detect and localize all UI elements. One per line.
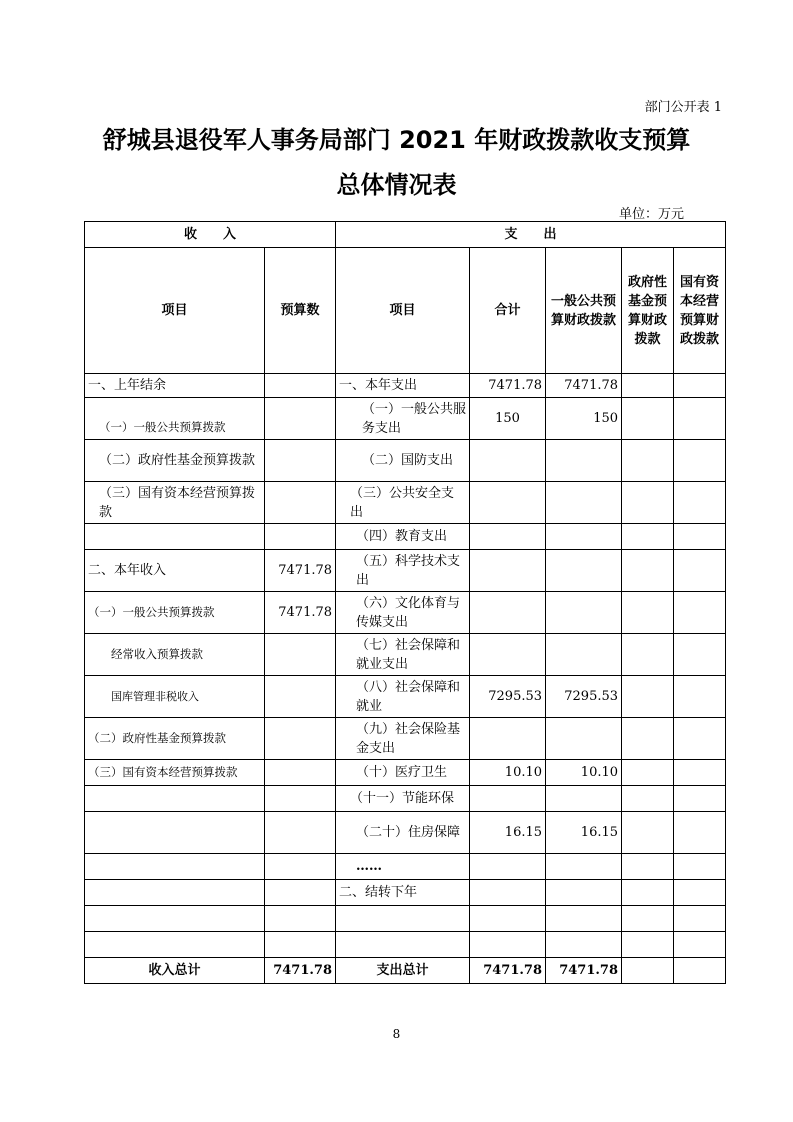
general-value xyxy=(546,524,622,550)
expense-item: 二、结转下年 xyxy=(336,880,470,906)
general-value xyxy=(546,880,622,906)
page-number: 8 xyxy=(392,1027,401,1041)
totals-row xyxy=(85,958,726,984)
state-capital-value xyxy=(674,592,726,634)
income-item: （一）一般公共预算拨款 xyxy=(85,398,265,440)
table-row xyxy=(85,440,726,482)
total-value xyxy=(470,718,546,760)
income-value xyxy=(265,880,336,906)
gov-fund-value xyxy=(622,760,674,786)
income-value xyxy=(265,786,336,812)
income-item xyxy=(85,524,265,550)
gov-fund-value xyxy=(622,440,674,482)
income-total-label: 收入总计 xyxy=(85,958,265,984)
total-value xyxy=(470,550,546,592)
state-capital-value xyxy=(674,524,726,550)
income-value xyxy=(265,374,336,398)
income-value xyxy=(265,440,336,482)
general-value xyxy=(546,440,622,482)
general-value xyxy=(546,854,622,880)
income-item: 国库管理非税收入 xyxy=(85,676,265,718)
expense-item: （十一）节能环保 xyxy=(336,786,470,812)
state-capital-value xyxy=(674,718,726,760)
state-capital-value xyxy=(674,398,726,440)
income-value xyxy=(265,760,336,786)
gov-fund-value xyxy=(622,634,674,676)
col-budget-header: 预算数 xyxy=(265,248,336,374)
general-value: 7471.78 xyxy=(546,374,622,398)
general-value xyxy=(546,786,622,812)
income-value xyxy=(265,634,336,676)
general-value xyxy=(546,634,622,676)
income-value: 7471.78 xyxy=(265,550,336,592)
state-capital-value xyxy=(674,482,726,524)
income-value xyxy=(265,854,336,880)
budget-table xyxy=(84,221,726,984)
table-row xyxy=(85,398,726,440)
table-row xyxy=(85,482,726,524)
income-item: 二、本年收入 xyxy=(85,550,265,592)
expense-item: 一、本年支出 xyxy=(336,374,470,398)
total-value: 16.15 xyxy=(470,812,546,854)
income-item xyxy=(85,812,265,854)
gov-fund-value xyxy=(622,398,674,440)
general-value: 10.10 xyxy=(546,760,622,786)
gov-fund-value xyxy=(622,880,674,906)
page-title: 舒城县退役军人事务局部门 2021 年财政拨款收支预算 xyxy=(102,126,691,154)
general-value: 7295.53 xyxy=(546,676,622,718)
income-item: （三）国有资本经营预算拨款 xyxy=(85,760,265,786)
general-value xyxy=(546,718,622,760)
general-value: 16.15 xyxy=(546,812,622,854)
expense-item: （五）科学技术支出 xyxy=(336,550,470,592)
table-row xyxy=(85,760,726,786)
income-item: 一、上年结余 xyxy=(85,374,265,398)
income-item: （二）政府性基金预算拨款 xyxy=(85,440,265,482)
table-tag: 部门公开表 1 xyxy=(644,100,722,115)
gov-fund-value xyxy=(622,482,674,524)
page-subtitle: 总体情况表 xyxy=(336,171,457,199)
income-value xyxy=(265,812,336,854)
col-state-capital-header: 国有资本经营预算财政拨款 xyxy=(674,248,726,374)
income-value xyxy=(265,718,336,760)
expense-item: （八）社会保障和就业 xyxy=(336,676,470,718)
table-row xyxy=(85,786,726,812)
total-value xyxy=(470,524,546,550)
expense-item: （二十）住房保障 xyxy=(336,812,470,854)
col-item-header: 项目 xyxy=(85,248,265,374)
general-value xyxy=(546,592,622,634)
total-value: 7295.53 xyxy=(470,676,546,718)
table-row xyxy=(85,374,726,398)
state-capital-value xyxy=(674,550,726,592)
state-capital-value xyxy=(674,760,726,786)
col-general-header: 一般公共预算财政拨款 xyxy=(546,248,622,374)
expense-item: （四）教育支出 xyxy=(336,524,470,550)
gov-fund-value xyxy=(622,374,674,398)
expense-item: （二）国防支出 xyxy=(336,440,470,482)
income-item: （三）国有资本经营预算拨款 xyxy=(85,482,265,524)
expense-total-value: 7471.78 xyxy=(470,958,546,984)
total-value: 10.10 xyxy=(470,760,546,786)
state-capital-value xyxy=(674,812,726,854)
total-value xyxy=(470,634,546,676)
table-row xyxy=(85,854,726,880)
total-value xyxy=(470,786,546,812)
expense-item: （九）社会保险基金支出 xyxy=(336,718,470,760)
expense-header: 支 出 xyxy=(336,222,726,248)
income-item xyxy=(85,786,265,812)
table-row xyxy=(85,524,726,550)
expense-item: （一）一般公共服务支出 xyxy=(336,398,470,440)
gov-fund-value xyxy=(622,812,674,854)
gov-fund-value xyxy=(622,676,674,718)
income-item: （一）一般公共预算拨款 xyxy=(85,592,265,634)
expense-item: （十）医疗卫生 xyxy=(336,760,470,786)
col-total-header: 合计 xyxy=(470,248,546,374)
income-value xyxy=(265,398,336,440)
total-value xyxy=(470,880,546,906)
income-item xyxy=(85,854,265,880)
general-value xyxy=(546,550,622,592)
unit-label: 单位：万元 xyxy=(618,207,684,222)
income-value xyxy=(265,676,336,718)
general-total-value: 7471.78 xyxy=(546,958,622,984)
table-row xyxy=(85,880,726,906)
state-capital-total xyxy=(674,958,726,984)
gov-fund-value xyxy=(622,550,674,592)
table-row xyxy=(85,676,726,718)
header-row-2 xyxy=(85,248,726,374)
gov-fund-value xyxy=(622,786,674,812)
total-value xyxy=(470,482,546,524)
state-capital-value xyxy=(674,786,726,812)
gov-fund-total xyxy=(622,958,674,984)
total-value xyxy=(470,592,546,634)
income-item xyxy=(85,880,265,906)
income-value xyxy=(265,524,336,550)
col-item2-header: 项目 xyxy=(336,248,470,374)
total-value xyxy=(470,854,546,880)
income-total-value: 7471.78 xyxy=(265,958,336,984)
expense-total-label: 支出总计 xyxy=(336,958,470,984)
table-row-empty xyxy=(85,906,726,932)
header-row-1 xyxy=(85,222,726,248)
table-row xyxy=(85,718,726,760)
state-capital-value xyxy=(674,634,726,676)
table-row-empty xyxy=(85,932,726,958)
income-value: 7471.78 xyxy=(265,592,336,634)
table-row xyxy=(85,634,726,676)
expense-item: （三）公共安全支出 xyxy=(336,482,470,524)
table-row xyxy=(85,812,726,854)
table-row xyxy=(85,592,726,634)
income-item: 经常收入预算拨款 xyxy=(85,634,265,676)
gov-fund-value xyxy=(622,854,674,880)
state-capital-value xyxy=(674,880,726,906)
state-capital-value xyxy=(674,854,726,880)
income-item: （二）政府性基金预算拨款 xyxy=(85,718,265,760)
total-value: 7471.78 xyxy=(470,374,546,398)
general-value: 150 xyxy=(546,398,622,440)
gov-fund-value xyxy=(622,718,674,760)
gov-fund-value xyxy=(622,592,674,634)
expense-item: （六）文化体育与传媒支出 xyxy=(336,592,470,634)
income-value xyxy=(265,482,336,524)
state-capital-value xyxy=(674,374,726,398)
gov-fund-value xyxy=(622,524,674,550)
total-value xyxy=(470,440,546,482)
expense-item: （七）社会保障和就业支出 xyxy=(336,634,470,676)
expense-item: …… xyxy=(336,854,470,880)
col-gov-fund-header: 政府性基金预算财政拨款 xyxy=(622,248,674,374)
state-capital-value xyxy=(674,676,726,718)
income-header: 收 入 xyxy=(85,222,336,248)
total-value: 150 xyxy=(470,398,546,440)
general-value xyxy=(546,482,622,524)
table-row xyxy=(85,550,726,592)
state-capital-value xyxy=(674,440,726,482)
